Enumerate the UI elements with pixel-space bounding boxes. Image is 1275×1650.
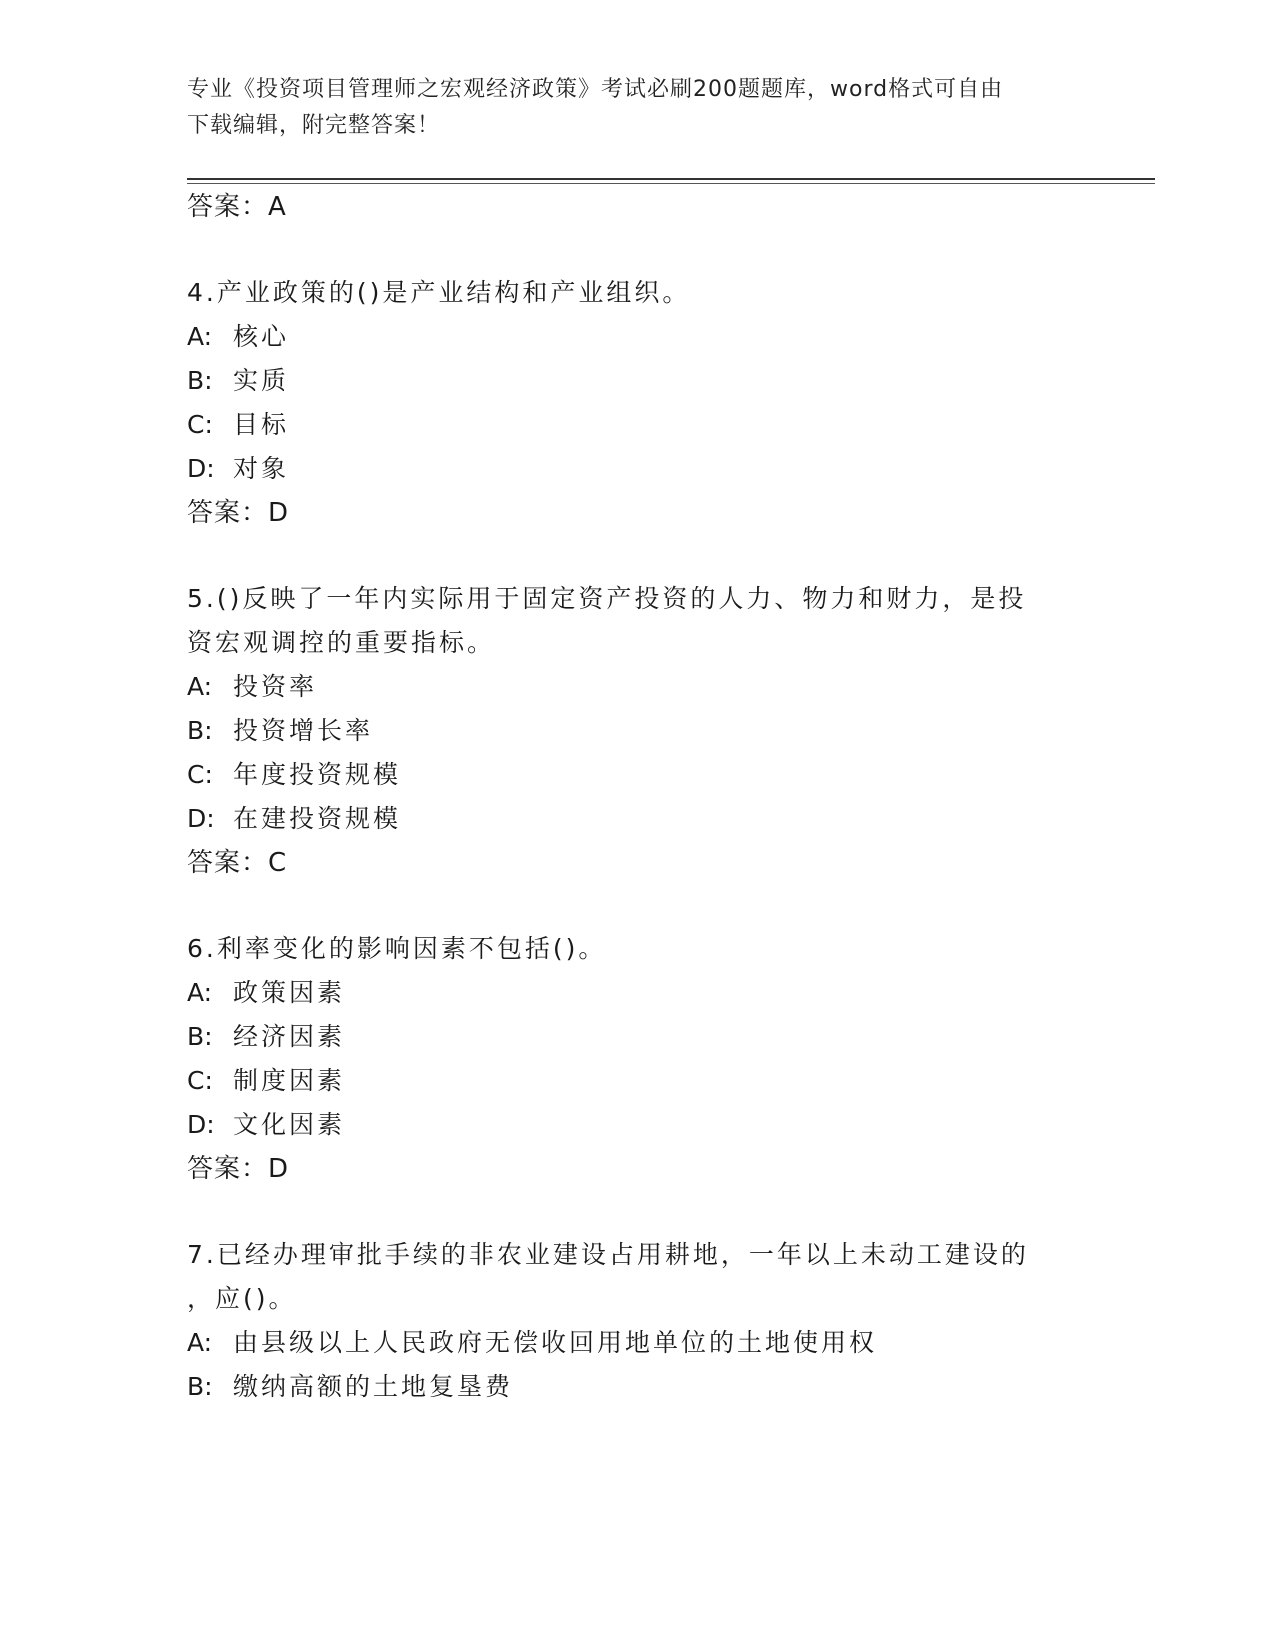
option-letter: C:: [187, 760, 213, 789]
document-header: [187, 72, 1067, 144]
question-4-option-d: [187, 452, 289, 486]
option-text: 投资率: [233, 672, 318, 701]
option-letter: B:: [187, 716, 213, 745]
option-letter: C:: [187, 1066, 213, 1095]
option-letter: B:: [187, 1372, 213, 1401]
question-6-stem: 6.利率变化的影响因素不包括()。: [187, 934, 607, 963]
question-7-option-a: [187, 1326, 877, 1360]
header-line-1: 专业《投资项目管理师之宏观经济政策》考试必刷200题题库，word格式可自由: [187, 77, 1004, 102]
option-text: 由县级以上人民政府无偿收回用地单位的土地使用权: [233, 1328, 878, 1357]
option-letter: A:: [187, 322, 213, 351]
option-letter: A:: [187, 978, 213, 1007]
option-letter: C:: [187, 410, 213, 439]
option-text: 在建投资规模: [233, 804, 402, 833]
question-6-option-d: [187, 1108, 345, 1142]
option-letter: B:: [187, 366, 213, 395]
question-5-option-a: [187, 670, 317, 704]
question-5-option-b: [187, 714, 373, 748]
question-4-option-c: [187, 408, 289, 442]
question-5-option-c: [187, 758, 401, 792]
answer-q6: 答案：D: [187, 1154, 290, 1184]
answer-q3: 答案：A: [187, 192, 287, 222]
option-text: 核心: [233, 322, 290, 351]
question-6-option-a: [187, 976, 345, 1010]
question-4-option-b: [187, 364, 289, 398]
option-text: 缴纳高额的土地复垦费: [233, 1372, 514, 1401]
question-7-option-b: [187, 1370, 513, 1404]
option-text: 经济因素: [233, 1022, 346, 1051]
question-5-option-d: [187, 802, 401, 836]
option-letter: D:: [187, 804, 215, 833]
option-text: 对象: [233, 454, 290, 483]
question-5-stem-line-1: 5.()反映了一年内实际用于固定资产投资的人力、物力和财力，是投: [187, 584, 1027, 613]
option-text: 目标: [233, 410, 290, 439]
option-text: 实质: [233, 366, 290, 395]
option-text: 政策因素: [233, 978, 346, 1007]
option-letter: D:: [187, 454, 215, 483]
question-6-option-b: [187, 1020, 345, 1054]
question-6-option-c: [187, 1064, 345, 1098]
option-letter: A:: [187, 672, 213, 701]
question-4-stem: 4.产业政策的()是产业结构和产业组织。: [187, 278, 691, 307]
option-text: 制度因素: [233, 1066, 346, 1095]
question-5-stem-line-2: 资宏观调控的重要指标。: [187, 628, 496, 657]
answer-q5: 答案：C: [187, 848, 288, 878]
option-text: 文化因素: [233, 1110, 346, 1139]
question-7-stem-line-2: ，应()。: [187, 1284, 297, 1313]
header-divider-thick: [187, 178, 1155, 180]
option-letter: A:: [187, 1328, 213, 1357]
question-7-stem-line-1: 7.已经办理审批手续的非农业建设占用耕地，一年以上未动工建设的: [187, 1240, 1029, 1269]
question-4-option-a: [187, 320, 289, 354]
option-text: 年度投资规模: [233, 760, 402, 789]
header-divider-thin: [187, 183, 1155, 184]
header-line-2: 下载编辑，附完整答案！: [187, 113, 441, 138]
option-letter: D:: [187, 1110, 215, 1139]
answer-q4: 答案：D: [187, 498, 290, 528]
option-text: 投资增长率: [233, 716, 374, 745]
option-letter: B:: [187, 1022, 213, 1051]
